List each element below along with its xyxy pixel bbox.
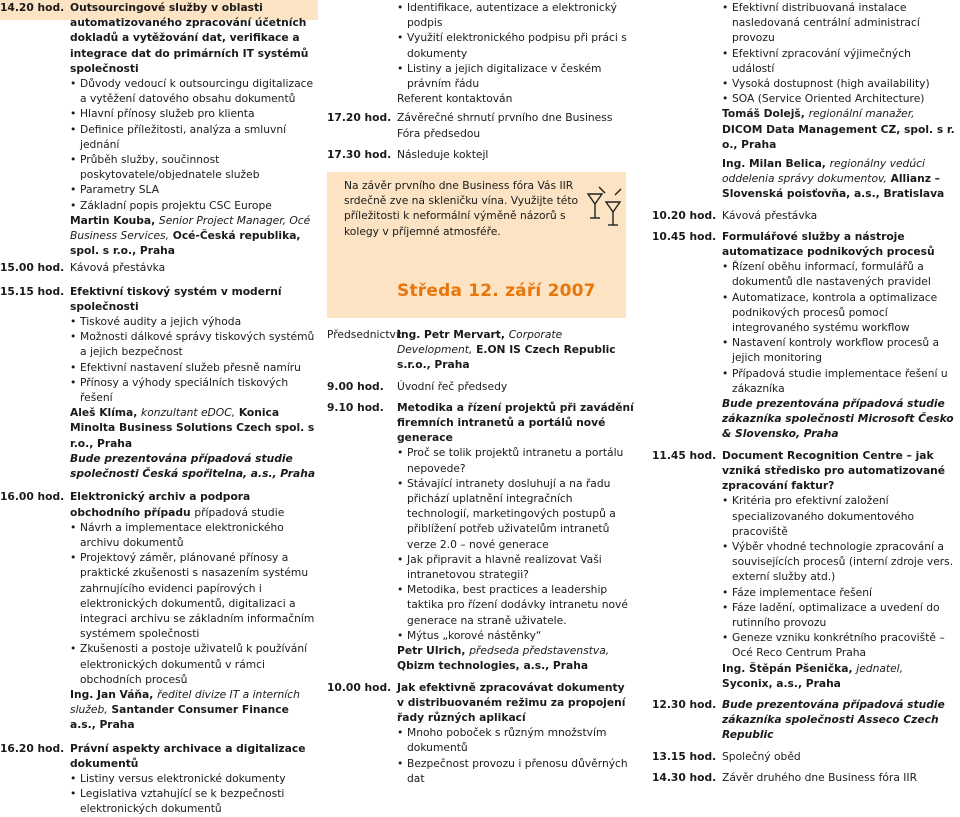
speaker-role: konzultant eDOC, (141, 406, 236, 420)
program-item (652, 697, 956, 743)
bullet-list (722, 0, 956, 106)
speaker-role: regionálny vedúci oddelenia správy dokumentov, (722, 157, 925, 186)
talk-title (70, 489, 318, 519)
bullet-item: • Případová studie implementace řešení u zákazníka (722, 366, 956, 396)
bullet-item: • Legislativa vztahující se k bezpečnosti elektronických dokumentů (70, 786, 318, 816)
bullet-item: • Tiskové audity a jejich výhoda (70, 314, 318, 329)
bullet-item: • Možnosti dálkové správy tiskových systémů a jejich bezpečnost (70, 329, 318, 359)
time-label: 13.15 hod. (652, 749, 717, 763)
bullet-item: • SOA (Service Oriented Architecture) (722, 91, 956, 106)
time-label: 17.30 hod. (327, 147, 392, 161)
speaker-role: předseda představenstva, (469, 644, 610, 658)
speaker (70, 687, 318, 733)
bullet-item: • Základní popis projektu CSC Europe (70, 198, 318, 213)
bullet-item: • Důvody vedoucí k outsourcingu digitalizace a vytěžení datového obsahu dokumentů (70, 76, 318, 106)
break-label: Kávová přestávka (722, 208, 818, 222)
time-label: 16.20 hod. (0, 741, 65, 755)
chair-name: Ing. Petr Mervart, (397, 328, 505, 342)
speaker-org: Syconix, a.s., Praha (722, 676, 841, 690)
program-item (327, 110, 635, 140)
cocktail-glasses-icon (585, 184, 625, 228)
case-study-note: Bude prezentována případová studie zákazníka společnosti Asseco Czech Republic (722, 697, 945, 742)
speaker-org: DICOM Data Management CZ, spol. s r. o., Praha (722, 122, 955, 151)
time-label: 9.10 hod. (327, 400, 384, 414)
case-study-note: Bude prezentována případová studie společnosti Česká spořitelna, a.s., Praha (70, 451, 316, 481)
bullet-item: • Listiny a jejich digitalizace v českém právním řádu (397, 61, 635, 91)
time-label: 15.15 hod. (0, 284, 65, 298)
bullet-item: • Efektivní distribuovaná instalace nasledovaná centrální administrací provozu (722, 0, 956, 46)
speaker-role: Senior Project Manager, Océ Business Services, (70, 213, 311, 243)
referent-status: Referent kontaktován (397, 92, 513, 106)
program-item (0, 260, 318, 275)
speaker (397, 643, 635, 673)
bullet-list (397, 445, 635, 643)
speaker-role: ředitel divize IT a interních služeb, (70, 687, 300, 717)
chair (327, 327, 635, 373)
opening-label: Úvodní řeč předsedy (397, 379, 508, 393)
bullet-item: • Přínosy a výhody speciálních tiskových řešení (70, 375, 318, 405)
program-item (0, 741, 318, 817)
bullet-item: • Parametry SLA (70, 182, 318, 197)
bullet-item: • Kritéria pro efektivní založení specializovaného dokumentového pracoviště (722, 493, 956, 539)
summary-label: Závěrečné shrnutí prvního dne Business Fóra předsedou (397, 111, 613, 140)
bullet-item: • Definice příležitosti, analýza a smluvní jednání (70, 122, 318, 152)
bullet-item: • Průběh služby, součinnost poskytovatele/objednatele služeb (70, 152, 318, 182)
time-label: 16.00 hod. (0, 490, 65, 504)
time-label: 15.00 hod. (0, 261, 65, 275)
lunch-label: Společný oběd (722, 749, 801, 763)
time-label: 17.20 hod. (327, 111, 392, 125)
bullet-item: • Vysoká dostupnost (high availability) (722, 76, 956, 91)
talk-title: Formulářové služby a nástroje automatizace podnikových procesů (722, 229, 935, 259)
time-label: 10.20 hod. (652, 208, 717, 222)
speaker-name: Tomáš Dolejš, (722, 107, 805, 121)
break-label: Kávová přestávka (70, 261, 166, 275)
bullet-item: • Jak připravit a hlavně realizovat Vaši intranetovou strategii? (397, 552, 635, 582)
bullet-list (722, 493, 956, 660)
program-item (0, 489, 318, 732)
bullet-item: • Identifikace, autentizace a elektronický podpis (397, 0, 635, 30)
talk-title: Jak efektivně zpracovávat dokumenty v distribuovaném režimu za propojení řady různých aplikací (397, 680, 626, 724)
bullet-item: • Řízení oběhu informací, formulářů a dokumentů dle nastavených pravidel (722, 259, 956, 289)
bullet-list (70, 771, 318, 817)
invitation-text: Na závěr prvního dne Business fóra Vás IIR srdečně zve na skleničku vína. Využijte této příležitosti k neformální výměně názorů s kolegy v příjemné atmosféře. (344, 179, 579, 238)
chair-label: Předsednictví: (327, 328, 403, 342)
bullet-item: • Geneze vzniku konkrétního pracoviště – Océ Reco Centrum Praha (722, 630, 956, 660)
speaker (70, 405, 318, 451)
speaker-role: regionální manažer, (808, 107, 915, 121)
bullet-item: • Využití elektronického podpisu při práci s dokumenty (397, 30, 635, 60)
closing-label: Závěr druhého dne Business fóra IIR (722, 770, 917, 784)
bullet-item: • Mnoho poboček s různým množstvím dokumentů (397, 725, 635, 755)
talk-title-text: Elektronický archiv a podpora obchodního případu (70, 490, 251, 519)
speaker-role: jednatel, (856, 661, 904, 675)
bullet-item: • Efektivní nastavení služeb přesně namíru (70, 360, 318, 375)
speaker-org: Océ-Česká republika, spol. s r.o., Praha (70, 229, 301, 258)
speaker (722, 156, 956, 202)
speaker-name: Ing. Jan Váňa, (70, 687, 154, 701)
speaker (722, 661, 956, 691)
program-item (327, 379, 635, 394)
bullet-list (70, 314, 318, 405)
bullet-item: • Efektivní zpracování výjimečných událostí (722, 46, 956, 76)
speaker-name: Aleš Klíma, (70, 406, 138, 420)
speaker (722, 106, 956, 152)
bullet-item: • Metodika, best practices a leadership taktika pro řízení dodávky intranetu nové generace na straně uživatele. (397, 582, 635, 628)
bullet-list (397, 725, 635, 786)
bullet-item: • Proč se tolik projektů intranetu a portálu nepovede? (397, 445, 635, 475)
cocktail-label: Následuje koktejl (397, 147, 489, 161)
invitation-box (327, 172, 626, 318)
program-item (652, 229, 956, 442)
bullet-list (70, 520, 318, 687)
speaker-org: Qbizm technologies, a.s., Praha (397, 659, 589, 673)
chair-org: E.ON IS Czech Republic s.r.o., Praha (397, 343, 616, 372)
program-column-2 (327, 0, 635, 786)
bullet-item: • Stávající intranety dosluhují a na řadu přichází uplatnění integračních technologií, marketingových postupů a přiblížení potřeb uživatelům intranetů verze 2.0 – nové generace (397, 476, 635, 552)
program-item (327, 680, 635, 786)
day-title: Středa 12. září 2007 (397, 281, 596, 302)
talk-title: Outsourcingové služby v oblasti automatizovaného zpracování účetních dokladů a vytěžování dat, verifikace a integrace dat do primárních IT systémů společnosti (70, 1, 309, 75)
bullet-list (722, 259, 956, 396)
program-column-1 (0, 0, 318, 817)
chair-role: Corporate Development, (397, 328, 563, 357)
bullet-item: • Automatizace, kontrola a optimalizace podnikových procesů pomocí integrovaného systému workflow (722, 290, 956, 336)
time-label: 14.20 hod. (0, 1, 65, 14)
speaker-org: Allianz – Slovenská poisťovňa, a.s., Bratislava (722, 172, 945, 201)
bullet-item: • Projektový záměr, plánované přínosy a praktické zkušenosti s nasazením systému zahrnujícího evidenci papírových i elektronických dokumentů, digitalizaci a integraci archivu se základním informačním systémem společnosti (70, 550, 318, 641)
program-item (327, 147, 635, 162)
speaker-name: Ing. Štěpán Pšenička, (722, 661, 853, 675)
speaker (70, 213, 318, 259)
program-item (652, 770, 956, 785)
bullet-item: • Návrh a implementace elektronického archivu dokumentů (70, 520, 318, 550)
bullet-item: • Zkušenosti a postoje uživatelů k používání elektronických dokumentů v rámci obchodních procesů (70, 641, 318, 687)
bullet-item: • Fáze ladění, optimalizace a uvedení do rutinního provozu (722, 600, 956, 630)
speaker-name: Martin Kouba, (70, 213, 156, 227)
time-label: 11.45 hod. (652, 448, 717, 462)
program-item (0, 0, 318, 258)
bullet-item: • Fáze implementace řešení (722, 585, 956, 600)
speaker-org: Konica Minolta Business Solutions Czech spol. s r.o., Praha (70, 406, 315, 450)
talk-subtitle: případová studie (194, 505, 285, 519)
speaker-org: Santander Consumer Finance a.s., Praha (70, 703, 289, 732)
bullet-item: • Nastavení kontroly workflow procesů a jejich monitoring (722, 335, 956, 365)
time-label: 10.45 hod. (652, 229, 717, 243)
bullet-item: • Výběr vhodné technologie zpracování a souvisejících procesů (interní zdroje vers. externí služby atd.) (722, 539, 956, 585)
program-item (652, 749, 956, 764)
time-label: 14.30 hod. (652, 770, 717, 784)
speaker-name: Petr Ulrich, (397, 644, 466, 658)
program-item (652, 208, 956, 223)
bullet-item: • Listiny versus elektronické dokumenty (70, 771, 318, 786)
program-item (0, 284, 318, 482)
talk-title: Metodika a řízení projektů při zavádění firemních intranetů a portálů nové generace (397, 400, 634, 445)
program-item (327, 400, 635, 674)
program-item (652, 448, 956, 691)
talk-title: Document Recognition Centre – jak vzniká středisko pro automatizované zpracování faktur? (722, 448, 946, 493)
time-label: 12.30 hod. (652, 697, 717, 711)
talk-title: Efektivní tiskový systém v moderní společnosti (70, 284, 282, 313)
speaker-name: Ing. Milan Belica, (722, 157, 826, 171)
program-column-3 (652, 0, 956, 785)
bullet-item: • Bezpečnost provozu i přenosu důvěrných dat (397, 756, 635, 786)
bullet-item: • Hlavní přínosy služeb pro klienta (70, 106, 318, 121)
bullet-item: • Mýtus „korové nástěnky“ (397, 628, 635, 643)
bullet-list (397, 0, 635, 91)
talk-title: Právní aspekty archivace a digitalizace dokumentů (70, 741, 306, 770)
time-label: 9.00 hod. (327, 379, 384, 393)
time-label: 10.00 hod. (327, 680, 392, 694)
bullet-list (70, 76, 318, 213)
case-study-note: Bude prezentována případová studie zákazníka společnosti Microsoft Česko & Slovensko, Praha (722, 397, 954, 441)
